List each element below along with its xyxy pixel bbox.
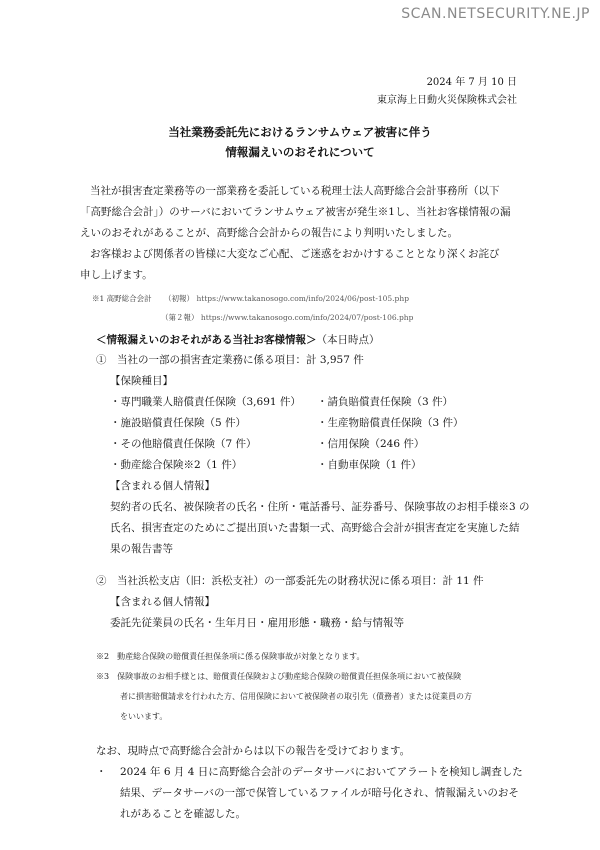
insurance-type-left: ・その他賠償責任保険（7 件）	[110, 438, 257, 450]
intro-line: お客様および関係者の皆様に大変なご心配、ご迷惑をおかけすることとなり深くお詫び	[90, 248, 500, 260]
note-1-second	[161, 312, 413, 323]
bullet-marker: ・	[96, 766, 107, 778]
insurance-type-left: ・動産総合保険※2（1 件）	[110, 459, 243, 471]
note-1-label: ※1 高野総合会計	[92, 294, 152, 303]
section-heading	[96, 332, 380, 347]
note-1-first-tag: （初報）	[164, 294, 195, 303]
watermark: SCAN.NETSECURITY.NE.JP	[401, 6, 590, 22]
footnote-3-line: 者に損害賠償請求を行われた方、信用保険において被保険者の取引先（債務者）または従業員の方	[120, 692, 472, 701]
insurance-types-label: 【保険種目】	[110, 375, 173, 387]
insurance-type-right: ・請負賠償責任保険（3 件）	[317, 396, 454, 408]
personal-info-line-2: 委託先従業員の氏名・生年月日・雇用形態・職務・給与情報等	[110, 617, 404, 629]
intro-line: えいのおそれがあることが、高野総合会計からの報告により判明いたしました。	[80, 227, 458, 239]
insurance-type-left: ・専門職業人賠償責任保険（3,691 件）	[110, 396, 301, 408]
personal-info-label: 【含まれる個人情報】	[110, 480, 215, 492]
document-date: 2024 年 7 月 10 日	[426, 77, 517, 88]
footnote-2: ※2 動産総合保険の賠償責任担保条項に係る保険事故が対象となります。	[96, 652, 365, 661]
note-1-first	[92, 293, 409, 304]
title-line-2: 情報漏えいのおそれについて	[225, 145, 375, 159]
note-1-second-url[interactable]: https://www.takanosogo.com/info/2024/07/post-106.php	[200, 313, 414, 322]
intro-line: 申し上げます。	[80, 269, 153, 281]
report-intro: なお、現時点で高野総合会計からは以下の報告を受けております。	[96, 745, 411, 757]
section-heading-suffix: （本日時点）	[316, 334, 380, 346]
report-bullet-line: 結果、データサーバの一部で保管しているファイルが暗号化され、情報漏えいのおそ	[120, 787, 519, 799]
item-2-title: ② 当社浜松支店（旧：浜松支社）の一部委託先の財務状況に係る項目：計 11 件	[96, 575, 484, 587]
personal-info-line: 氏名、損害査定のためにご提出頂いた書類一式、高野総合会計が損害査定を実施した結	[110, 522, 520, 534]
footnote-3-line: ※3 保険事故のお相手様とは、賠償責任保険および動産総合保険の賠償責任担保条項において被保険	[96, 672, 462, 681]
title-line-1: 当社業務委託先におけるランサムウェア被害に伴う	[168, 125, 432, 139]
insurance-type-right: ・自動車保険（1 件）	[317, 459, 422, 471]
insurance-type-right: ・生産物賠償責任保険（3 件）	[317, 417, 464, 429]
insurance-type-left: ・施設賠償責任保険（5 件）	[110, 417, 247, 429]
intro-line: 「高野総合会計」）のサーバにおいてランサムウェア被害が発生※1し、当社お客様情報の漏	[80, 206, 511, 218]
note-1-second-tag: （第２報）	[161, 313, 199, 322]
section-heading-text: ＜情報漏えいのおそれがある当社お客様情報＞	[96, 334, 317, 346]
report-bullet-line: 2024 年 6 月 4 日に高野総合会計のデータサーバにおいてアラートを検知し調査した	[120, 766, 523, 778]
report-bullet-line: れがあることを確認した。	[120, 808, 246, 820]
footnote-3-line: をいいます。	[120, 712, 168, 721]
intro-line: 当社が損害査定業務等の一部業務を委託している税理士法人高野総合会計事務所（以下	[90, 185, 500, 197]
insurance-type-right: ・信用保険（246 件）	[317, 438, 425, 450]
item-1-title: ① 当社の一部の損害査定業務に係る項目：計 3,957 件	[96, 354, 364, 366]
personal-info-label-2: 【含まれる個人情報】	[110, 596, 215, 608]
company-name: 東京海上日動火災保険株式会社	[377, 95, 517, 106]
personal-info-line: 契約者の氏名、被保険者の氏名・住所・電話番号、証券番号、保険事故のお相手様※3 の	[110, 501, 530, 513]
personal-info-line: 果の報告書等	[110, 543, 173, 555]
note-1-first-url[interactable]: https://www.takanosogo.com/info/2024/06/post-105.php	[196, 294, 409, 303]
